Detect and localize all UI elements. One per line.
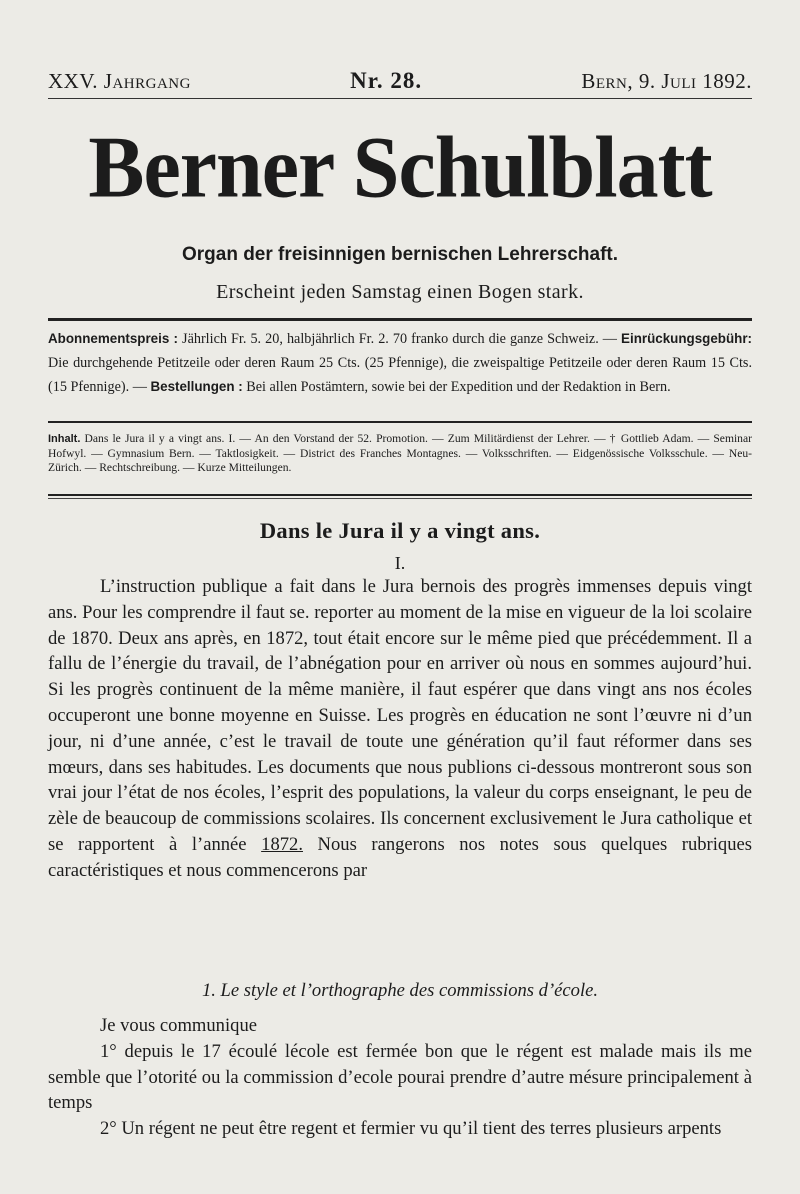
contents-rule — [48, 494, 752, 496]
masthead-rule — [48, 318, 752, 321]
paragraph-text-end: Nous rangerons nos notes sous quelques rubriques caractéristiques et nous commencerons par — [48, 833, 752, 881]
article-body — [48, 574, 752, 884]
contents-label: Inhalt. — [48, 433, 81, 445]
place-date: Bern, 9. Juli 1892. — [581, 69, 752, 93]
insertion-fee-label: Einrückungsgebühr: — [621, 331, 752, 346]
quote-item: 2° Un régent ne peut être regent et fermier vu qu’il tient des terres plusieurs arpents — [100, 1118, 722, 1140]
table-of-contents — [48, 432, 752, 476]
orders-label: Bestellungen : — [150, 379, 243, 394]
section-heading: 1. Le style et l’orthographe des commissions d’école. — [201, 980, 599, 1001]
quoted-documents — [48, 1013, 752, 1142]
masthead-title: Berner Schulblatt — [88, 118, 712, 217]
subscription-text: Jährlich Fr. 5. 20, halbjährlich Fr. 2. 70 franko durch die ganze Schweiz. — — [177, 331, 622, 347]
volume-label: XXV. Jahrgang — [48, 69, 191, 93]
header-rule — [48, 98, 752, 99]
article-part: I. — [394, 553, 406, 573]
article-paragraph — [48, 574, 752, 884]
underlined-year: 1872. — [261, 833, 303, 855]
quote-item: 1° depuis le 17 écoulé lécole est fermée bon que le régent est malade mais ils me semble que l’otorité ou la commission d’ecole pourai prendre d’autre mésure principalement à temps — [48, 1040, 752, 1114]
subscription-info — [48, 327, 752, 400]
subscription-label: Abonnementspreis : — [48, 331, 178, 346]
issue-number: Nr. 28. — [350, 68, 423, 93]
header-line — [48, 68, 752, 94]
intro-line: Je vous communique — [100, 1015, 257, 1036]
article-title: Dans le Jura il y a vingt ans. — [259, 518, 541, 543]
orders-text: Bei allen Postämtern, sowie bei der Expedition und der Redaktion in Bern. — [242, 379, 671, 395]
masthead-subtitle: Organ der freisinnigen bernischen Lehrerschaft. — [181, 244, 619, 265]
paragraph-text: L’instruction publique a fait dans le Jura bernois des progrès immenses depuis vingt ans. Pour les comprendre il faut se. reporter au moment de la mise en vigueur de la loi scolaire de 1870. Deux ans après, en 1872, tout était encore sur le même pied que précédemment. Il a fallu de l’énergie du travail, de l’abnégation pour en arriver où nous en sommes aujourd’hui. Si les progrès continuent de la même manière, il faut espérer que dans vingt ans nos écoles occuperont une bonne moyenne en Suisse. Les progrès en éducation ne sont l’œuvre ni d’un jour, ni d’une année, c’est le travail de toute une génération qu’il faut réformer dans ses mœurs, dans ses habitudes. Les documents que nous publions ci-dessous montreront sous son vrai jour l’état de nos écoles, l’esprit des populations, la valeur du corps enseignant, le peu de zèle de beaucoup de commissions scolaires. Ils concernent exclusivement le Jura catholique et se rapportent à l’année — [48, 576, 752, 855]
contents-rule-thin — [48, 498, 752, 499]
masthead-tagline: Erscheint jeden Samstag einen Bogen stark. — [216, 281, 584, 303]
contents-text: Dans le Jura il y a vingt ans. I. — An den Vorstand der 52. Promotion. — Zum Militärdienst der Lehrer. — † Gottlieb Adam. — Seminar Hofwyl. — Gymnasium Bern. — Taktlosigkeit. — District des Franches Montagnes. — Volksschriften. — Eidgenössische Volksschule. — Neu-Zürich. — Rechtschreibung. — Kurze Mitteilungen. — [48, 432, 752, 475]
insertion-fee-text: Die durchgehende Petitzeile oder deren Raum 25 Cts. (25 Pfennige), die zweispaltige Petitzeile oder deren Raum 15 Cts. (15 Pfennige). — — [48, 354, 752, 395]
subscription-rule — [48, 421, 752, 423]
